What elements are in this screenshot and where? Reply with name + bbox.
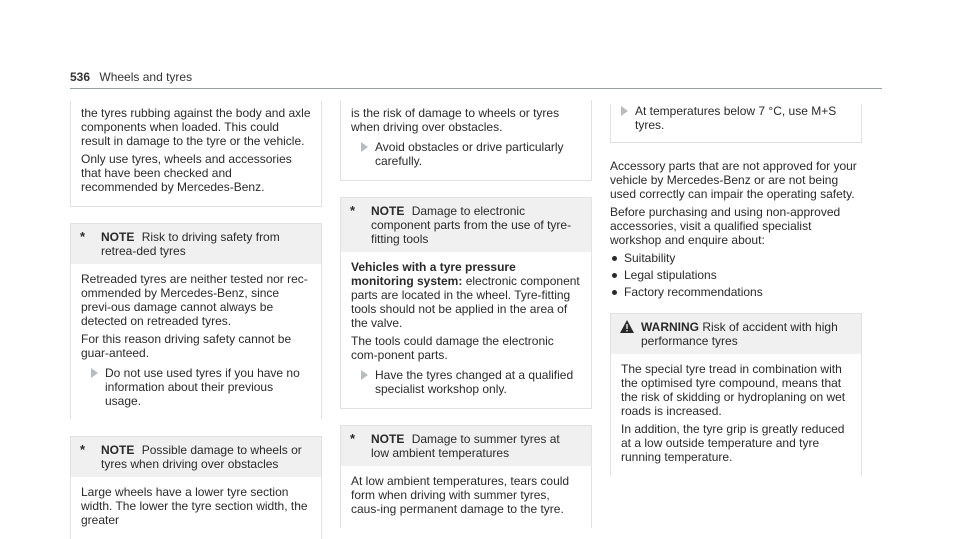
note-header [340, 197, 592, 252]
column-3 [610, 100, 862, 476]
note-label: NOTE [101, 443, 135, 457]
note-star-icon: * [350, 203, 356, 218]
bullet-dot-icon [612, 273, 617, 278]
instruction-step [81, 366, 311, 408]
accessory-paragraph: Before purchasing and using non-approved accessories, visit a qualified specialist workshop and enquire about: [610, 205, 841, 247]
warning-body [610, 354, 862, 476]
list-item: Legal stipulations [610, 268, 862, 282]
note-title: Damage to summer tyres at low ambient temperatures [371, 432, 560, 460]
step-text: At temperatures below 7 °C, use M+S tyres. [635, 104, 837, 132]
note-body-text: electronic component parts are located in the wheel. Tyre-fitting tools should not be applied in the area of the valve. [351, 274, 580, 330]
enquiry-list [610, 251, 862, 299]
note-summer-tyres [340, 425, 592, 528]
bullet-dot-icon [612, 290, 617, 295]
note-body [340, 466, 592, 528]
note-star-icon: * [80, 229, 86, 244]
note-paragraph: For this reason driving safety cannot be guar-anteed. [81, 332, 292, 360]
warning-title: Risk of accident with high performance tyres [641, 320, 838, 348]
page-header [70, 70, 192, 84]
note-bold-lead: Vehicles with a tyre pressure monitoring system: [351, 260, 516, 288]
warning-high-performance [610, 313, 862, 476]
step-text: Have the tyres changed at a qualified specialist workshop only. [375, 368, 574, 396]
intro-box [70, 100, 322, 207]
step-text: Avoid obstacles or drive particularly carefully. [375, 140, 564, 168]
note-label: NOTE [371, 204, 405, 218]
list-item: Suitability [610, 251, 862, 265]
note-title: Risk to driving safety from retrea-ded tyres [101, 230, 280, 258]
note-star-icon: * [80, 442, 86, 457]
note-retreaded [70, 223, 322, 420]
instruction-step [611, 104, 861, 132]
intro-paragraph-2: Only use tyres, wheels and accessories that have been checked and recommended by Mercedes-Benz. [81, 152, 292, 194]
note-body [70, 477, 322, 539]
step-arrow-icon [91, 368, 98, 378]
note-body [70, 264, 322, 420]
note-title: Possible damage to wheels or tyres when driving over obstacles [101, 443, 302, 471]
note-label: NOTE [101, 230, 135, 244]
section-title: Wheels and tyres [99, 70, 193, 84]
instruction-step [351, 368, 581, 396]
note-paragraph: The tools could damage the electronic com-ponent parts. [351, 334, 554, 362]
step-text: Do not use used tyres if you have no information about their previous usage. [105, 366, 300, 408]
warning-triangle-icon [620, 320, 634, 333]
note-electronic [340, 197, 592, 409]
step-arrow-icon [361, 142, 368, 152]
note-paragraph [351, 260, 581, 330]
warning-paragraph: In addition, the tyre grip is greatly reduced at a low outside temperature and tyre running temperature. [621, 422, 845, 464]
note-paragraph: Large wheels have a lower tyre section width. The lower the tyre section width, the greater [81, 485, 308, 527]
step-arrow-icon [361, 370, 368, 380]
intro-paragraph-1: the tyres rubbing against the body and axle components when loaded. This could result in damage to the tyre or the vehicle. [81, 106, 311, 148]
list-item: Factory recommendations [610, 285, 862, 299]
bullet-dot-icon [612, 256, 617, 261]
header-divider [70, 88, 882, 89]
note-body [340, 252, 592, 409]
note-label: NOTE [371, 432, 405, 446]
note-title: Damage to electronic component parts from the use of tyre-fitting tools [371, 204, 572, 246]
note-paragraph: Retreaded tyres are neither tested nor rec-ommended by Mercedes-Benz, since previ-ous damage cannot always be detected on retreaded tyres. [81, 272, 308, 328]
column-1 [70, 100, 322, 539]
note-obstacles [70, 436, 322, 539]
note-paragraph: At low ambient temperatures, tears could form when driving with summer tyres, caus-ing permanent damage to the tyre. [351, 474, 570, 516]
note-star-icon: * [350, 431, 356, 446]
warning-label: WARNING [641, 320, 699, 334]
warning-paragraph: The special tyre tread in combination with the optimised tyre compound, means that the risk of skidding or hydroplaning on wet roads is increased. [621, 362, 846, 418]
note-header [70, 436, 322, 477]
column-2 [340, 100, 592, 528]
instruction-step [351, 140, 581, 168]
warning-header [610, 313, 862, 354]
accessory-paragraph: Accessory parts that are not approved for your vehicle by Mercedes-Benz or are not being used correctly can impair the operating safety. [610, 159, 857, 201]
note-header [340, 425, 592, 466]
step-box [610, 104, 862, 143]
step-arrow-icon [621, 106, 628, 116]
continuation-text: is the risk of damage to wheels or tyres when driving over obstacles. [351, 106, 560, 134]
continuation-box [340, 100, 592, 181]
note-header [70, 223, 322, 264]
page-number: 536 [70, 70, 91, 84]
